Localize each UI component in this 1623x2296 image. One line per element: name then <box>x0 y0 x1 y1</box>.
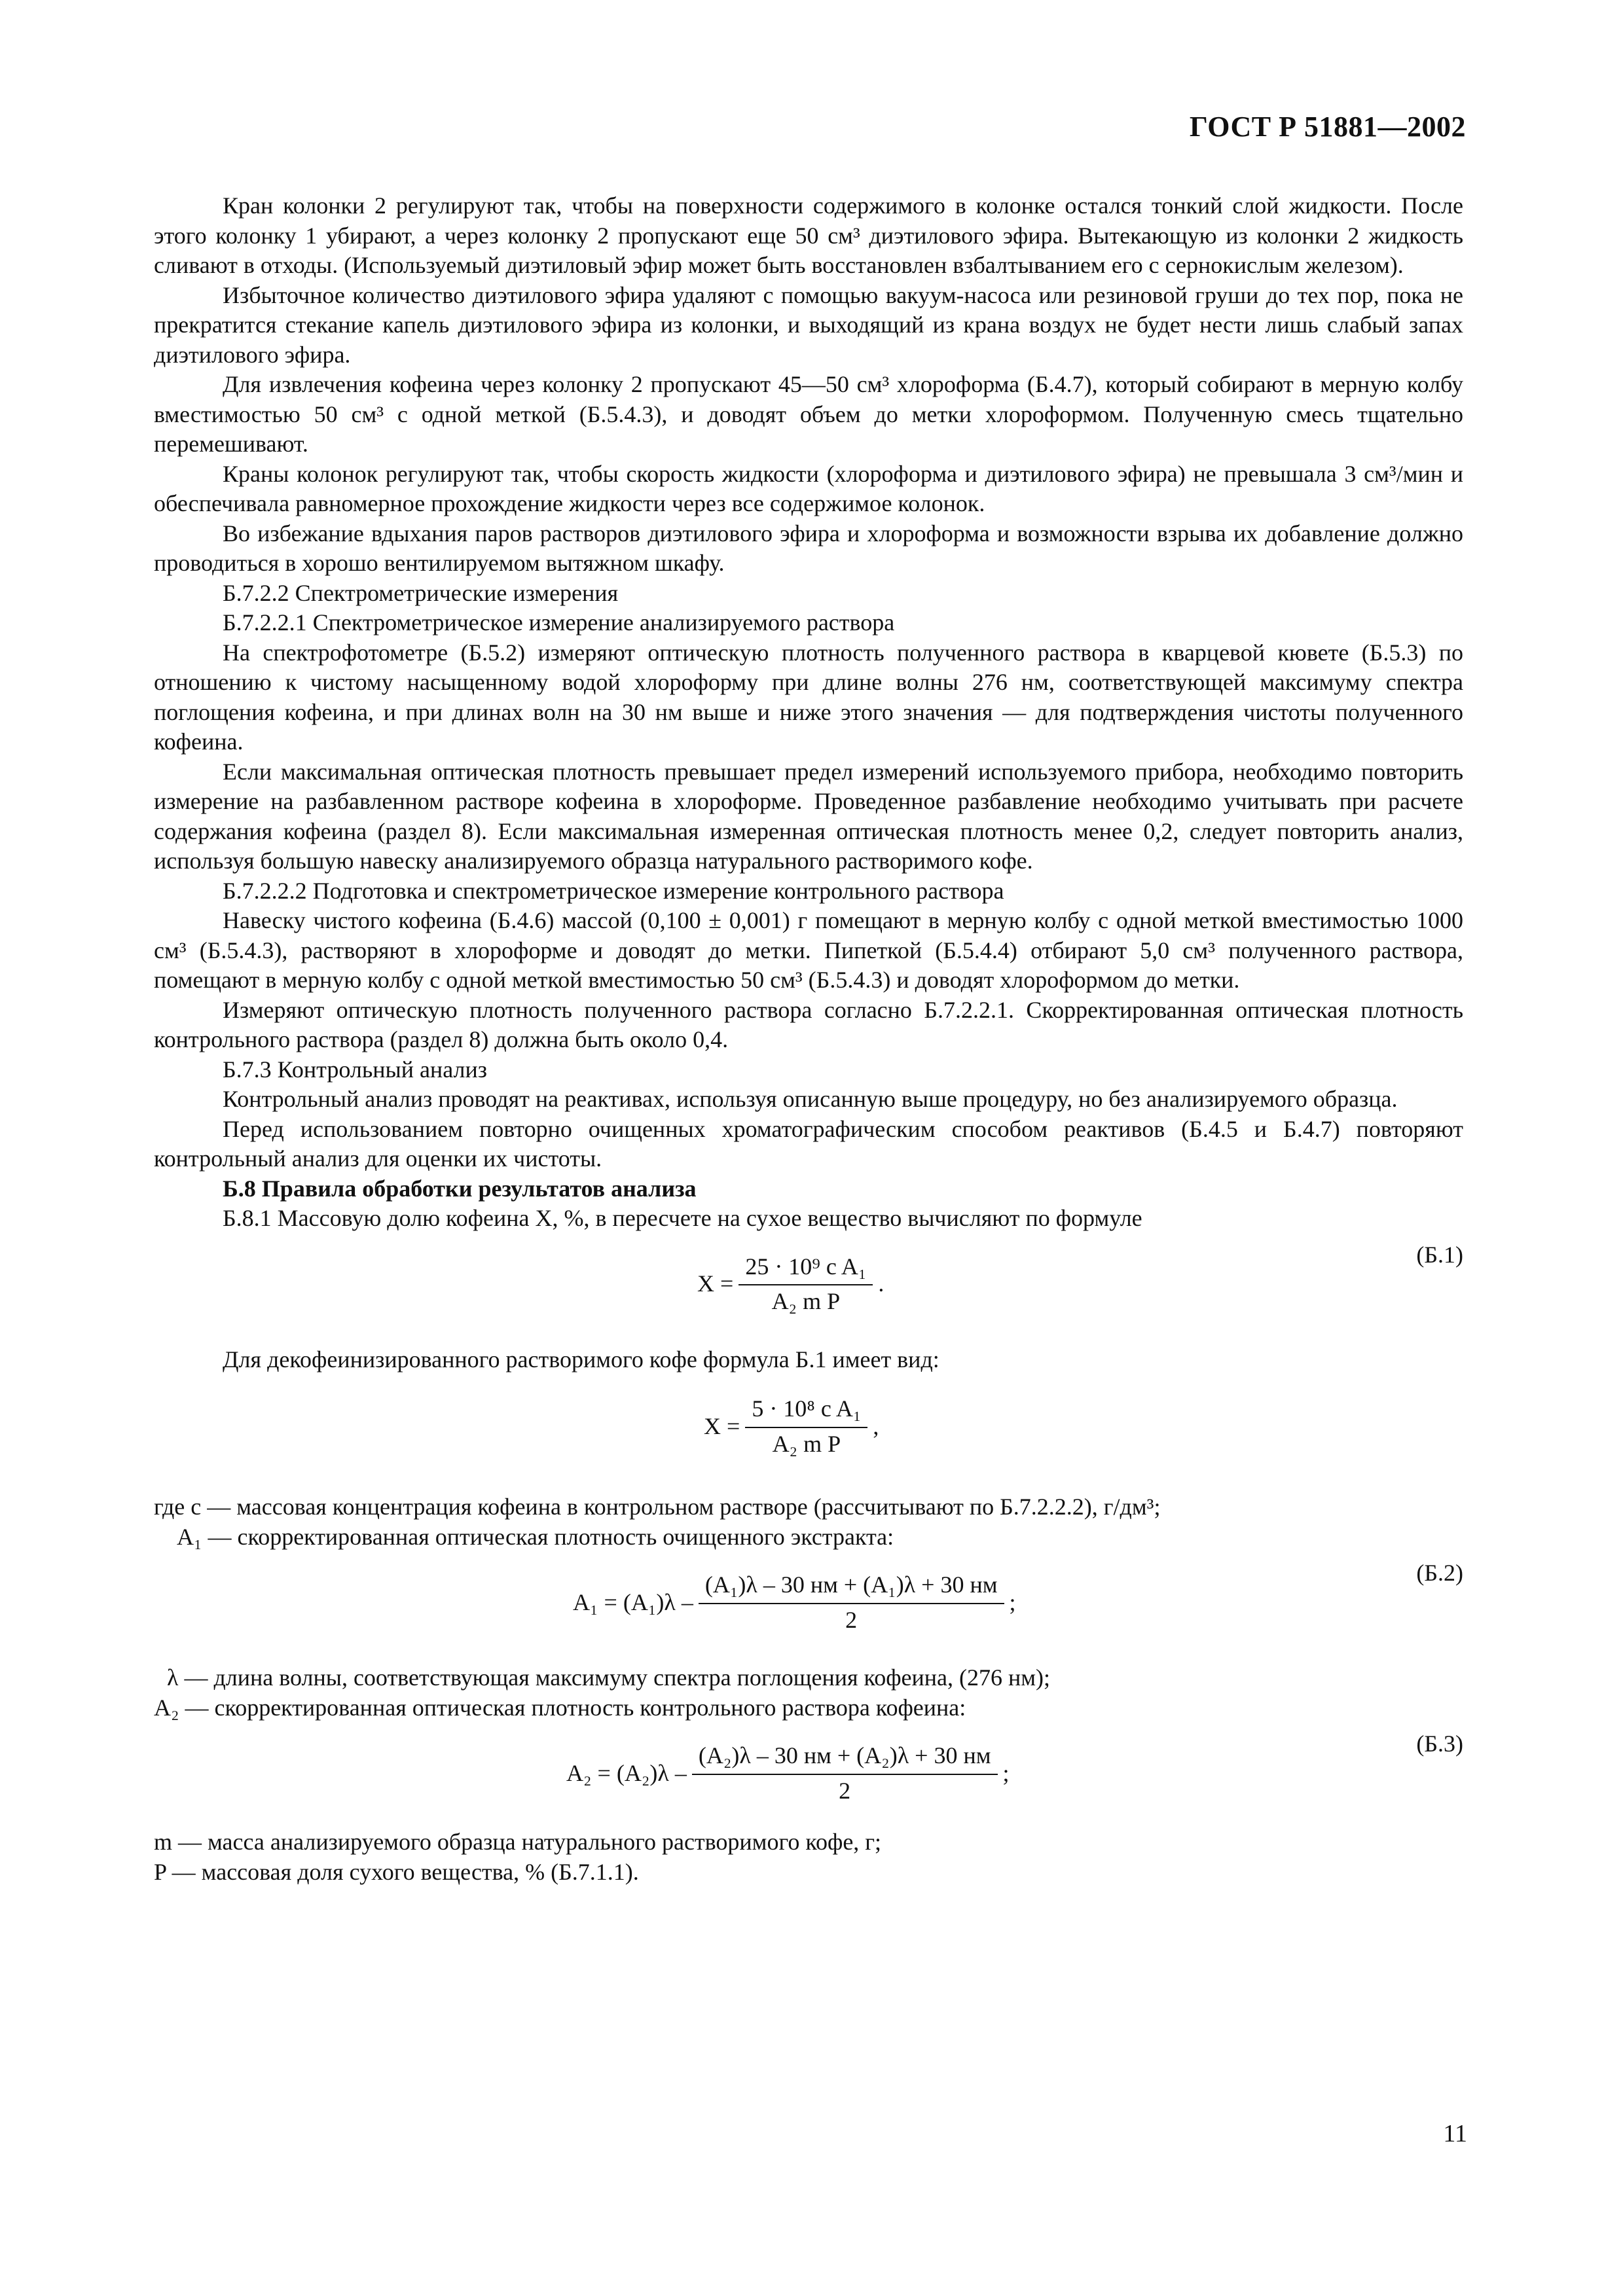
formula-b2 <box>154 1552 1463 1637</box>
formula-tail: ; <box>1002 1759 1010 1786</box>
formula-denominator: 2 <box>839 1777 851 1804</box>
section-title: Б.7.2.2 Спектрометрические измерения <box>223 579 619 606</box>
definition-p: P — массовая доля сухого вещества, % (Б.7.1.1). <box>154 1858 639 1885</box>
formula-tail: ; <box>1009 1588 1016 1615</box>
formula-numerator: (A₁)λ – 30 нм + (A₁)λ + 30 нм <box>699 1570 1004 1604</box>
formula-tail: . <box>878 1270 884 1297</box>
formula-b3 <box>154 1723 1463 1808</box>
paragraph: Для извлечения кофеина через колонку 2 пропускают 45—50 см³ хлороформа (Б.4.7), который собирают в мерную колбу вместимостью 50 см³ с одной меткой (Б.5.4.3), и доводят объем до метки хлороформом. Полученную смесь тщательно перемешивают. <box>154 371 1463 457</box>
definition-a1: A₁ — скорректированная оптическая плотность очищенного экстракта: <box>177 1523 894 1550</box>
formula-denominator: 2 <box>845 1606 858 1633</box>
section-heading: Б.8 Правила обработки результатов анализа <box>223 1175 697 1202</box>
document-body <box>154 191 1463 1887</box>
page-number: 11 <box>1443 2120 1467 2147</box>
paragraph: Кран колонки 2 регулируют так, чтобы на поверхности содержимого в колонке остался тонкий слой жидкости. После этого колонку 1 убирают, а через колонку 2 пропускают еще 50 см³ диэтилового эфира. Вытекающую из колонки 2 жидкость сливают в отходы. (Используемый диэтиловый эфир может быть восстановлен взбалтыванием его с сернокислым железом). <box>154 192 1463 278</box>
paragraph: Измеряют оптическую плотность полученного раствора согласно Б.7.2.2.1. Скорректированная оптическая плотность контрольного раствора (раздел 8) должна быть около 0,4. <box>154 996 1463 1052</box>
paragraph: Краны колонок регулируют так, чтобы скорость жидкости (хлороформа и диэтилового эфира) не превышала 3 см³/мин и обеспечивала равномерное прохождение жидкости через все содержимое колонок. <box>154 460 1463 516</box>
section-title: Б.7.3 Контрольный анализ <box>223 1056 487 1083</box>
formula-fraction <box>692 1741 998 1806</box>
definition-c: где c — массовая концентрация кофеина в контрольном растворе (рассчитывают по Б.7.2.2.2), г/дм³; <box>154 1494 1161 1520</box>
document-code-header: ГОСТ Р 51881—2002 <box>1189 111 1466 143</box>
paragraph: Б.8.1 Массовую долю кофеина X, %, в пересчете на сухое вещество вычисляют по формуле <box>223 1205 1142 1231</box>
formula-b1 <box>154 1234 1463 1319</box>
paragraph: Перед использованием повторно очищенных хроматографическим способом реактивов (Б.4.5 и Б.4.7) повторяют контрольный анализ для оценки их чистоты. <box>154 1115 1463 1172</box>
definition-lambda: λ — длина волны, соответствующая максимуму спектра поглощения кофеина, (276 нм); <box>167 1664 1051 1691</box>
formula-b1-decaf <box>154 1374 1463 1460</box>
equation-label: (Б.3) <box>1416 1731 1463 1757</box>
formula-numerator: (A₂)λ – 30 нм + (A₂)λ + 30 нм <box>692 1741 998 1775</box>
paragraph: Для декофеинизированного растворимого кофе формула Б.1 имеет вид: <box>223 1346 939 1372</box>
definition-a2: A₂ — скорректированная оптическая плотность контрольного раствора кофеина: <box>154 1694 966 1721</box>
formula-numerator: 5 · 10⁸ c A₁ <box>745 1394 867 1428</box>
paragraph: На спектрофотометре (Б.5.2) измеряют оптическую плотность полученного раствора в кварцевой кювете (Б.5.3) по отношению к чистому насыщенному водой хлороформу при длине волны 276 нм, соответствующей максимуму спектра поглощения кофеина, и при длинах волн на 30 нм выше и ниже этого значения — для подтверждения чистоты полученного кофеина. <box>154 639 1463 755</box>
formula-lhs: A₁ = (A₁)λ – <box>573 1588 693 1615</box>
paragraph: Во избежание вдыхания паров растворов диэтилового эфира и хлороформа и возможности взрыва их добавление должно проводиться в хорошо вентилируемом вытяжном шкафу. <box>154 520 1463 576</box>
paragraph: Навеску чистого кофеина (Б.4.6) массой (0,100 ± 0,001) г помещают в мерную колбу с одной меткой вместимостью 1000 см³ (Б.5.4.3), растворяют в хлороформе и доводят до метки. Пипеткой (Б.5.4.4) отбирают 5,0 см³ полученного раствора, помещают в мерную колбу с одной меткой вместимостью 50 см³ (Б.5.4.3) и доводят хлороформом до метки. <box>154 907 1463 993</box>
formula-lhs: A₂ = (A₂)λ – <box>566 1759 687 1786</box>
formula-denominator: A₂ m P <box>772 1430 841 1457</box>
formula-lhs: X = <box>704 1412 740 1439</box>
formula-fraction <box>745 1394 867 1459</box>
equation-label: (Б.2) <box>1416 1560 1463 1586</box>
equation-label: (Б.1) <box>1416 1241 1463 1268</box>
formula-numerator: 25 · 10⁹ c A₁ <box>739 1252 873 1286</box>
paragraph: Контрольный анализ проводят на реактивах, используя описанную выше процедуру, но без анализируемого образца. <box>223 1086 1398 1112</box>
paragraph: Избыточное количество диэтилового эфира удаляют с помощью вакуум-насоса или резиновой груши до тех пор, пока не прекратится стекание капель диэтилового эфира из колонки, и выходящий из крана воздух не будет нести лишь слабый запах диэтилового эфира. <box>154 281 1463 368</box>
formula-tail: , <box>873 1412 879 1439</box>
section-title: Б.7.2.2.2 Подготовка и спектрометрическое измерение контрольного раствора <box>223 877 1004 904</box>
formula-fraction <box>739 1252 873 1317</box>
definition-m: m — масса анализируемого образца натурального растворимого кофе, г; <box>154 1829 882 1855</box>
section-title: Б.7.2.2.1 Спектрометрическое измерение анализируемого раствора <box>223 609 895 636</box>
paragraph: Если максимальная оптическая плотность превышает предел измерений используемого прибора, необходимо повторить измерение на разбавленном растворе кофеина в хлороформе. Проведенное разбавление необходимо учитывать при расчете содержания кофеина (раздел 8). Если максимальная измеренная оптическая плотность менее 0,2, следует повторить анализ, используя большую навеску анализируемого образца натурального растворимого кофе. <box>154 758 1463 874</box>
formula-denominator: A₂ m P <box>771 1288 841 1314</box>
formula-fraction <box>699 1570 1004 1635</box>
formula-lhs: X = <box>697 1270 734 1297</box>
